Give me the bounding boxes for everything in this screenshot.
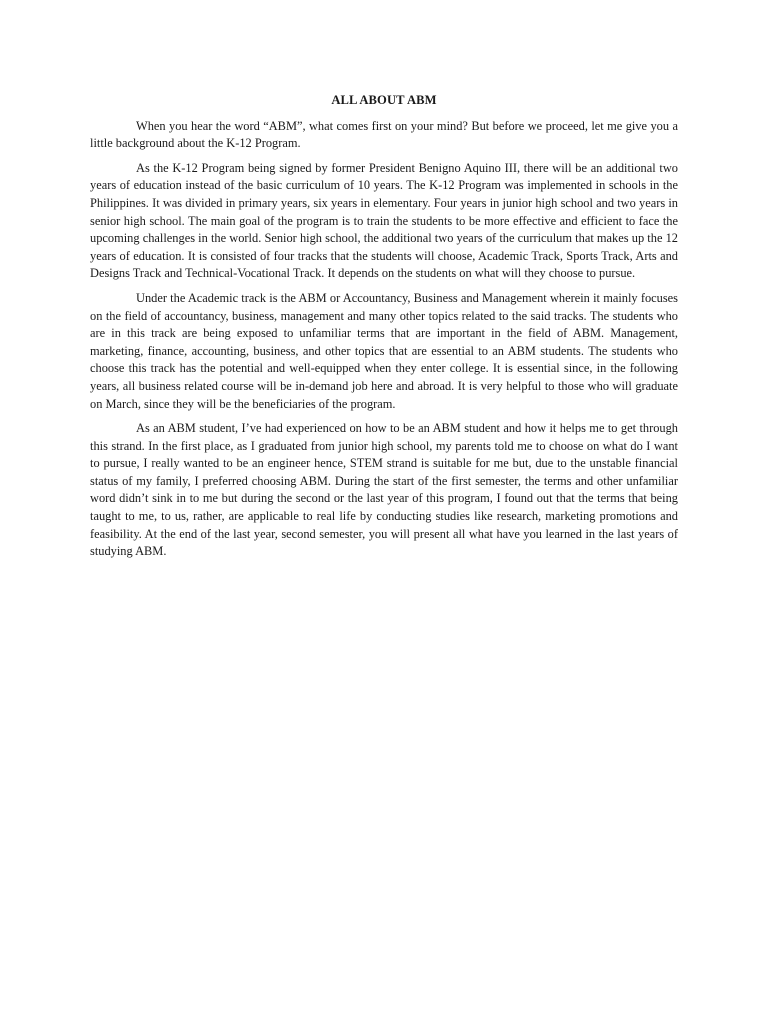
paragraph-k12-background: As the K-12 Program being signed by former President Benigno Aquino III, there will be an additional two years of education instead of the basic curriculum of 10 years. The K-12 Program was implemented in schools in the Philippines. It was divided in primary years, six years in elementary. Four years in junior high school and two years in senior high school. The main goal of the program is to train the students to be more effective and efficient to face the upcoming challenges in the world. Senior high school, the additional two years of the curriculum that makes up the 12 years of education. It is consisted of four tracks that the students will choose, Academic Track, Sports Track, Arts and Designs Track and Technical-Vocational Track. It depends on the students on what will they choose to pursue. <box>90 160 678 281</box>
paragraph-intro: When you hear the word “ABM”, what comes first on your mind? But before we proceed, let me give you a little background about the K-12 Program. <box>90 118 678 151</box>
document-body <box>90 92 678 568</box>
paragraph-personal-experience: As an ABM student, I’ve had experienced on how to be an ABM student and how it helps me to get through this strand. In the first place, as I graduated from junior high school, my parents told me to choose on what do I want to pursue, I really wanted to be an engineer hence, STEM strand is suitable for me but, due to the unstable financial status of my family, I preferred choosing ABM. During the start of the first semester, the terms and other unfamiliar word didn’t sink in to me but during the second or the last year of this program, I found out that the terms that being taught to me, to us, rather, are applicable to real life by conducting studies like research, marketing promotions and feasibility. At the end of the last year, second semester, you will present all what have you learned in the last years of studying ABM. <box>90 421 678 559</box>
document-title: ALL ABOUT ABM <box>331 93 437 107</box>
paragraph-abm-track: Under the Academic track is the ABM or Accountancy, Business and Management wherein it mainly focuses on the field of accountancy, business, management and many other topics related to the said tracks. The students who are in this track are being exposed to unfamiliar terms that are important in the field of ABM. Management, marketing, finance, accounting, business, and other topics that are essential to an ABM students. The students who choose this track has the potential and well-equipped when they enter college. It is essential since, in the following years, all business related course will be in-demand job here and abroad. It is very helpful to those who will graduate on March, since they will be the beneficiaries of the program. <box>90 290 678 411</box>
